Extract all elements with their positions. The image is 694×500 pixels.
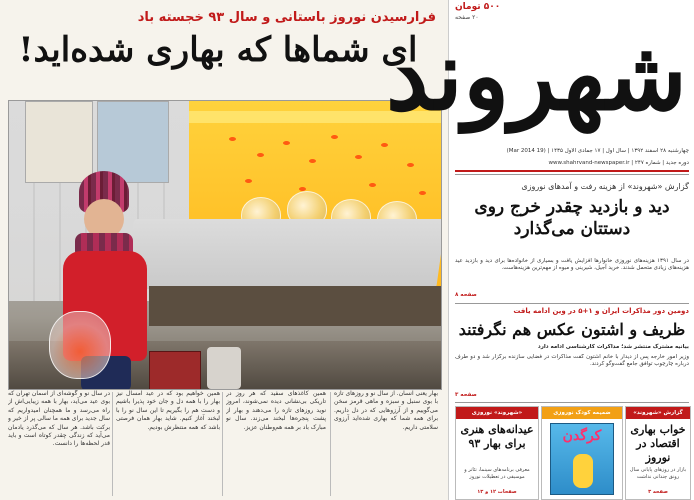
goldfish bbox=[419, 191, 426, 195]
divider bbox=[455, 303, 689, 304]
story-kicker: گزارش «شهروند» از هزینه رفت و آمدهای نوروزی bbox=[521, 182, 689, 191]
page-ref: صفحه ۳ bbox=[648, 489, 668, 495]
body-column: در سال نو و گوشه‌ای از آسمان تهران که بوی عید می‌آید، بهار با همه زیبایی‌اش از راه می‌رسد و ما همچنان امیدواریم که سال جدید برای همه ما سالی پر از خیر و برکت باشد. هر سال که می‌گذرد یادمان می‌آید که زندگی چقدر کوتاه است و باید قدر لحظه‌ها را دانست. bbox=[8, 390, 110, 448]
teaser-box[interactable] bbox=[455, 406, 539, 500]
teaser-tag: ضمیمه کودک نوروزی bbox=[542, 407, 622, 419]
issue-line: دوره جدید | شماره ۲۴۷ | www.shahrvand-newspaper.ir bbox=[548, 160, 689, 166]
column-divider bbox=[112, 392, 113, 496]
price-label: ۵۰۰ تومان bbox=[455, 2, 501, 12]
page-count: ۲۰ صفحه bbox=[455, 14, 479, 21]
teaser-tag: گزارش «شهروند» bbox=[626, 407, 690, 419]
page-ref[interactable]: صفحه ۸ bbox=[455, 292, 477, 298]
main-headline[interactable]: ای شماها که بهاری شده‌اید! bbox=[18, 30, 418, 70]
goldfish bbox=[407, 163, 414, 167]
teaser-tag: «شهروند» نوروزی bbox=[456, 407, 538, 419]
divider bbox=[455, 402, 689, 403]
dateline: چهارشنبه ۲۸ اسفند ۱۳۹۲ | سال اول | ۱۷ جمادی الاول ۱۴۳۵ | (19 Mar 2014) bbox=[506, 148, 689, 154]
goldfish bbox=[257, 153, 264, 157]
page-ref: صفحات ۱۲ و ۱۳ bbox=[477, 489, 517, 495]
story-headline[interactable]: ظریف و اشتون عکس هم نگرفتند bbox=[458, 320, 686, 339]
counter bbox=[149, 286, 441, 326]
column-divider bbox=[222, 392, 223, 496]
child-figure bbox=[49, 171, 159, 390]
goldfish bbox=[245, 179, 252, 183]
body-column: بهار یعنی انسان. از سال نو و روزهای تازه با بوی سنبل و سبزه و ماهی قرمز سخن می‌گوییم و از آرزوهایی که در دل داریم. برای همه شما که بهاری شده‌اید آرزوی سلامتی داریم. bbox=[334, 390, 438, 431]
goldfish-bag bbox=[49, 311, 111, 379]
page-ref[interactable]: صفحه ۳ bbox=[455, 392, 477, 398]
goldfish bbox=[355, 155, 362, 159]
story-headline[interactable]: دید و بازدید چقدر خرج روی دستتان می‌گذارد bbox=[474, 197, 670, 239]
story-text: وزیر امور خارجه پس از دیدار با خانم اشتون گفت مذاکرات در فضایی سازنده برگزار شد و دو طرف درباره چارچوب توافق جامع گفت‌وگو کردند. bbox=[455, 354, 689, 367]
teaser-text: بازار در روزهای پایانی سال رونق چندانی نداشت bbox=[629, 467, 687, 480]
jug bbox=[207, 347, 241, 389]
column-divider bbox=[330, 392, 331, 496]
goldfish bbox=[331, 135, 338, 139]
goldfish bbox=[369, 183, 376, 187]
story-lead: بیانیه مشترک منتشر شد؛ مذاکرات کارشناسی ادامه دارد bbox=[537, 344, 689, 350]
goldfish bbox=[283, 141, 290, 145]
goldfish bbox=[309, 159, 316, 163]
divider bbox=[455, 170, 689, 172]
magazine-title: کرگدن bbox=[562, 428, 602, 444]
teaser-box[interactable] bbox=[541, 406, 623, 500]
table-cloth bbox=[124, 219, 442, 289]
crate bbox=[149, 351, 201, 390]
teaser-headline: عیدانه‌های هنری برای بهار ۹۳ bbox=[460, 423, 534, 450]
teaser-text: معرفی برنامه‌های سینما، تئاتر و موسیقی در تعطیلات نوروز bbox=[464, 467, 530, 480]
cartoon-figure bbox=[573, 454, 593, 488]
kids-magazine-cover bbox=[550, 423, 614, 495]
body-column: همین خواهیم بود که در عید امسال نیز بهار را با همه دل و جان خود پذیرا باشیم و دست هم را بگیریم تا این سال نو را با لبخند آغاز کنیم. شاید بهار همان فرصتی باشد که همه منتظرش بودیم. bbox=[116, 390, 220, 431]
story-kicker: دومین دور مذاکرات ایران و ۱+۵ در وین ادامه یافت bbox=[513, 307, 689, 315]
newspaper-logo[interactable]: شهروند bbox=[385, 19, 687, 132]
main-photo[interactable] bbox=[8, 100, 442, 390]
divider bbox=[455, 174, 689, 175]
goldfish bbox=[229, 137, 236, 141]
story-text: در سال ۱۳۹۱ هزینه‌های نوروزی خانوارها افزایش یافت و بسیاری از خانواده‌ها برای دید و بازدید عید هزینه‌های زیادی متحمل شدند. خرید آجیل، شیرینی و میوه از مهم‌ترین هزینه‌هاست. bbox=[455, 258, 689, 271]
body-column: همین کاغذهای سفید که هر روز در تاریکی بی‌نشانی دیده نمی‌شوند، امروز نوید روزهای تازه را می‌دهند و بهار از پشت پنجره‌ها لبخند می‌زند. سال نو مبارک باد بر همه هم‌وطنان عزیز. bbox=[226, 390, 326, 431]
teaser-box[interactable] bbox=[625, 406, 691, 500]
teaser-headline: خواب بهاری اقتصاد در نوروز bbox=[630, 423, 686, 464]
main-kicker: فرارسیدن نوروز باستانی و سال ۹۳ خجسته باد bbox=[137, 10, 436, 25]
